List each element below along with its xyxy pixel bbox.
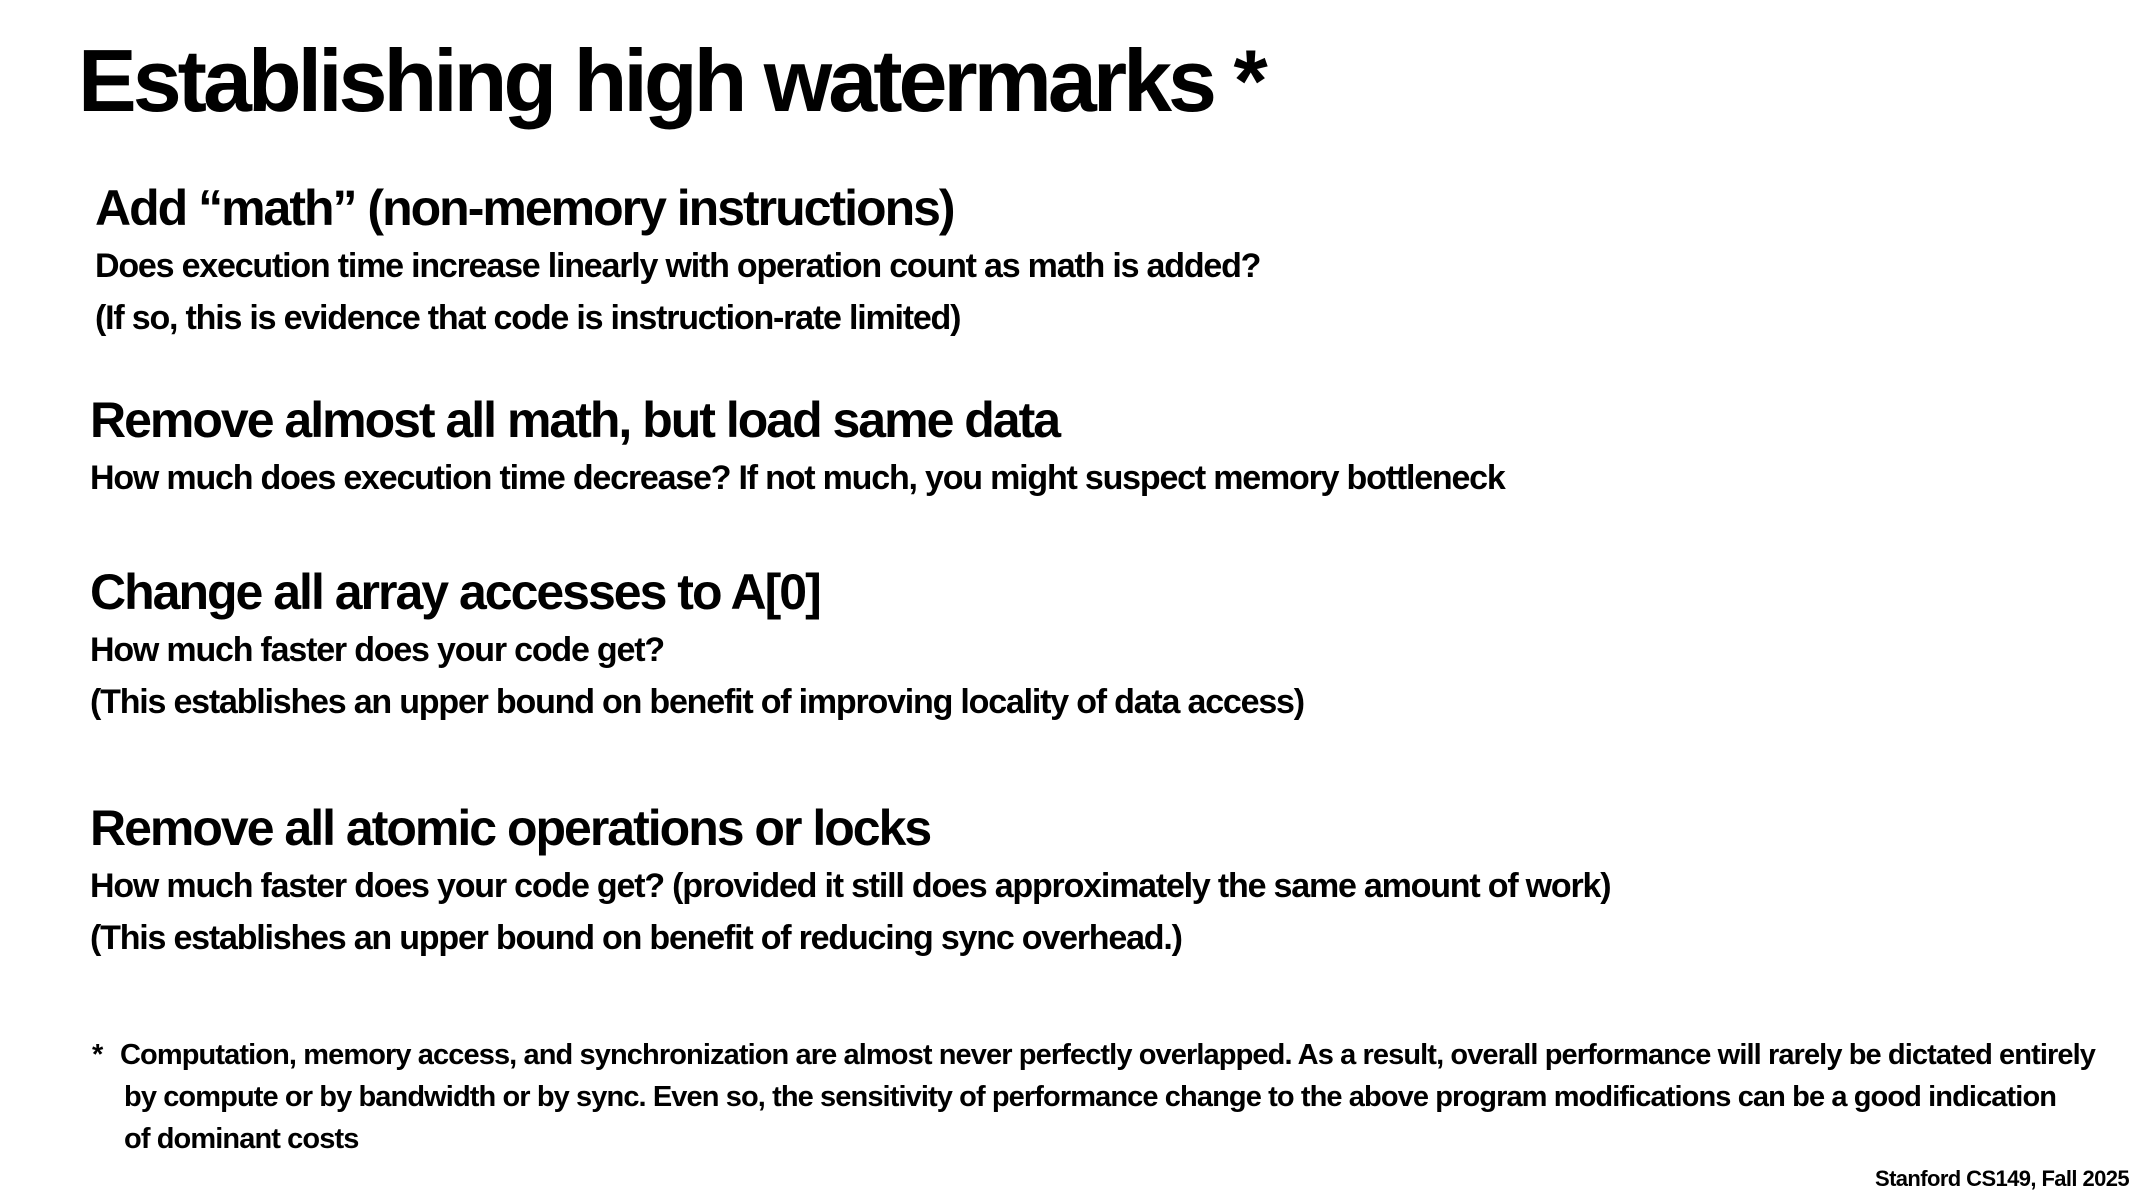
slide-title: Establishing high watermarks *	[78, 31, 1264, 130]
section-heading: Remove almost all math, but load same data	[90, 392, 1060, 448]
section-description	[95, 240, 1260, 344]
footnote-line: of dominant costs	[124, 1123, 359, 1155]
section-description	[90, 452, 1505, 504]
section-text-line: (This establishes an upper bound on benefit of improving locality of data access)	[90, 683, 1304, 721]
section-remove-atomics	[90, 798, 1610, 964]
footnote-marker: *	[92, 1039, 103, 1071]
section-text-line: (This establishes an upper bound on benefit of reducing sync overhead.)	[90, 919, 1182, 957]
footnote-line	[92, 1034, 2096, 1076]
section-text-line: How much faster does your code get?	[90, 631, 664, 669]
footnote-line: by compute or by bandwidth or by sync. Even so, the sensitivity of performance change to the above program modifications can be a good indication	[124, 1081, 2057, 1113]
section-heading: Add “math” (non-memory instructions)	[95, 180, 954, 236]
section-add-math	[95, 178, 1260, 344]
section-text-line: (If so, this is evidence that code is instruction-rate limited)	[95, 299, 961, 337]
course-credit: Stanford CS149, Fall 2025	[1875, 1166, 2129, 1191]
section-array-accesses	[90, 562, 1304, 728]
section-heading: Remove all atomic operations or locks	[90, 800, 931, 856]
footnote-text: Computation, memory access, and synchronization are almost never perfectly overlapped. As a result, overall performance will rarely be dictated entirely	[120, 1039, 2096, 1071]
section-description	[90, 860, 1610, 964]
section-text-line: How much does execution time decrease? If not much, you might suspect memory bottleneck	[90, 459, 1505, 497]
section-text-line: Does execution time increase linearly with operation count as math is added?	[95, 247, 1261, 285]
section-text-line: How much faster does your code get? (provided it still does approximately the same amount of work)	[90, 867, 1611, 905]
section-heading: Change all array accesses to A[0]	[90, 564, 820, 620]
section-description	[90, 624, 1304, 728]
section-remove-math	[90, 390, 1505, 504]
footnote	[92, 1034, 2096, 1160]
